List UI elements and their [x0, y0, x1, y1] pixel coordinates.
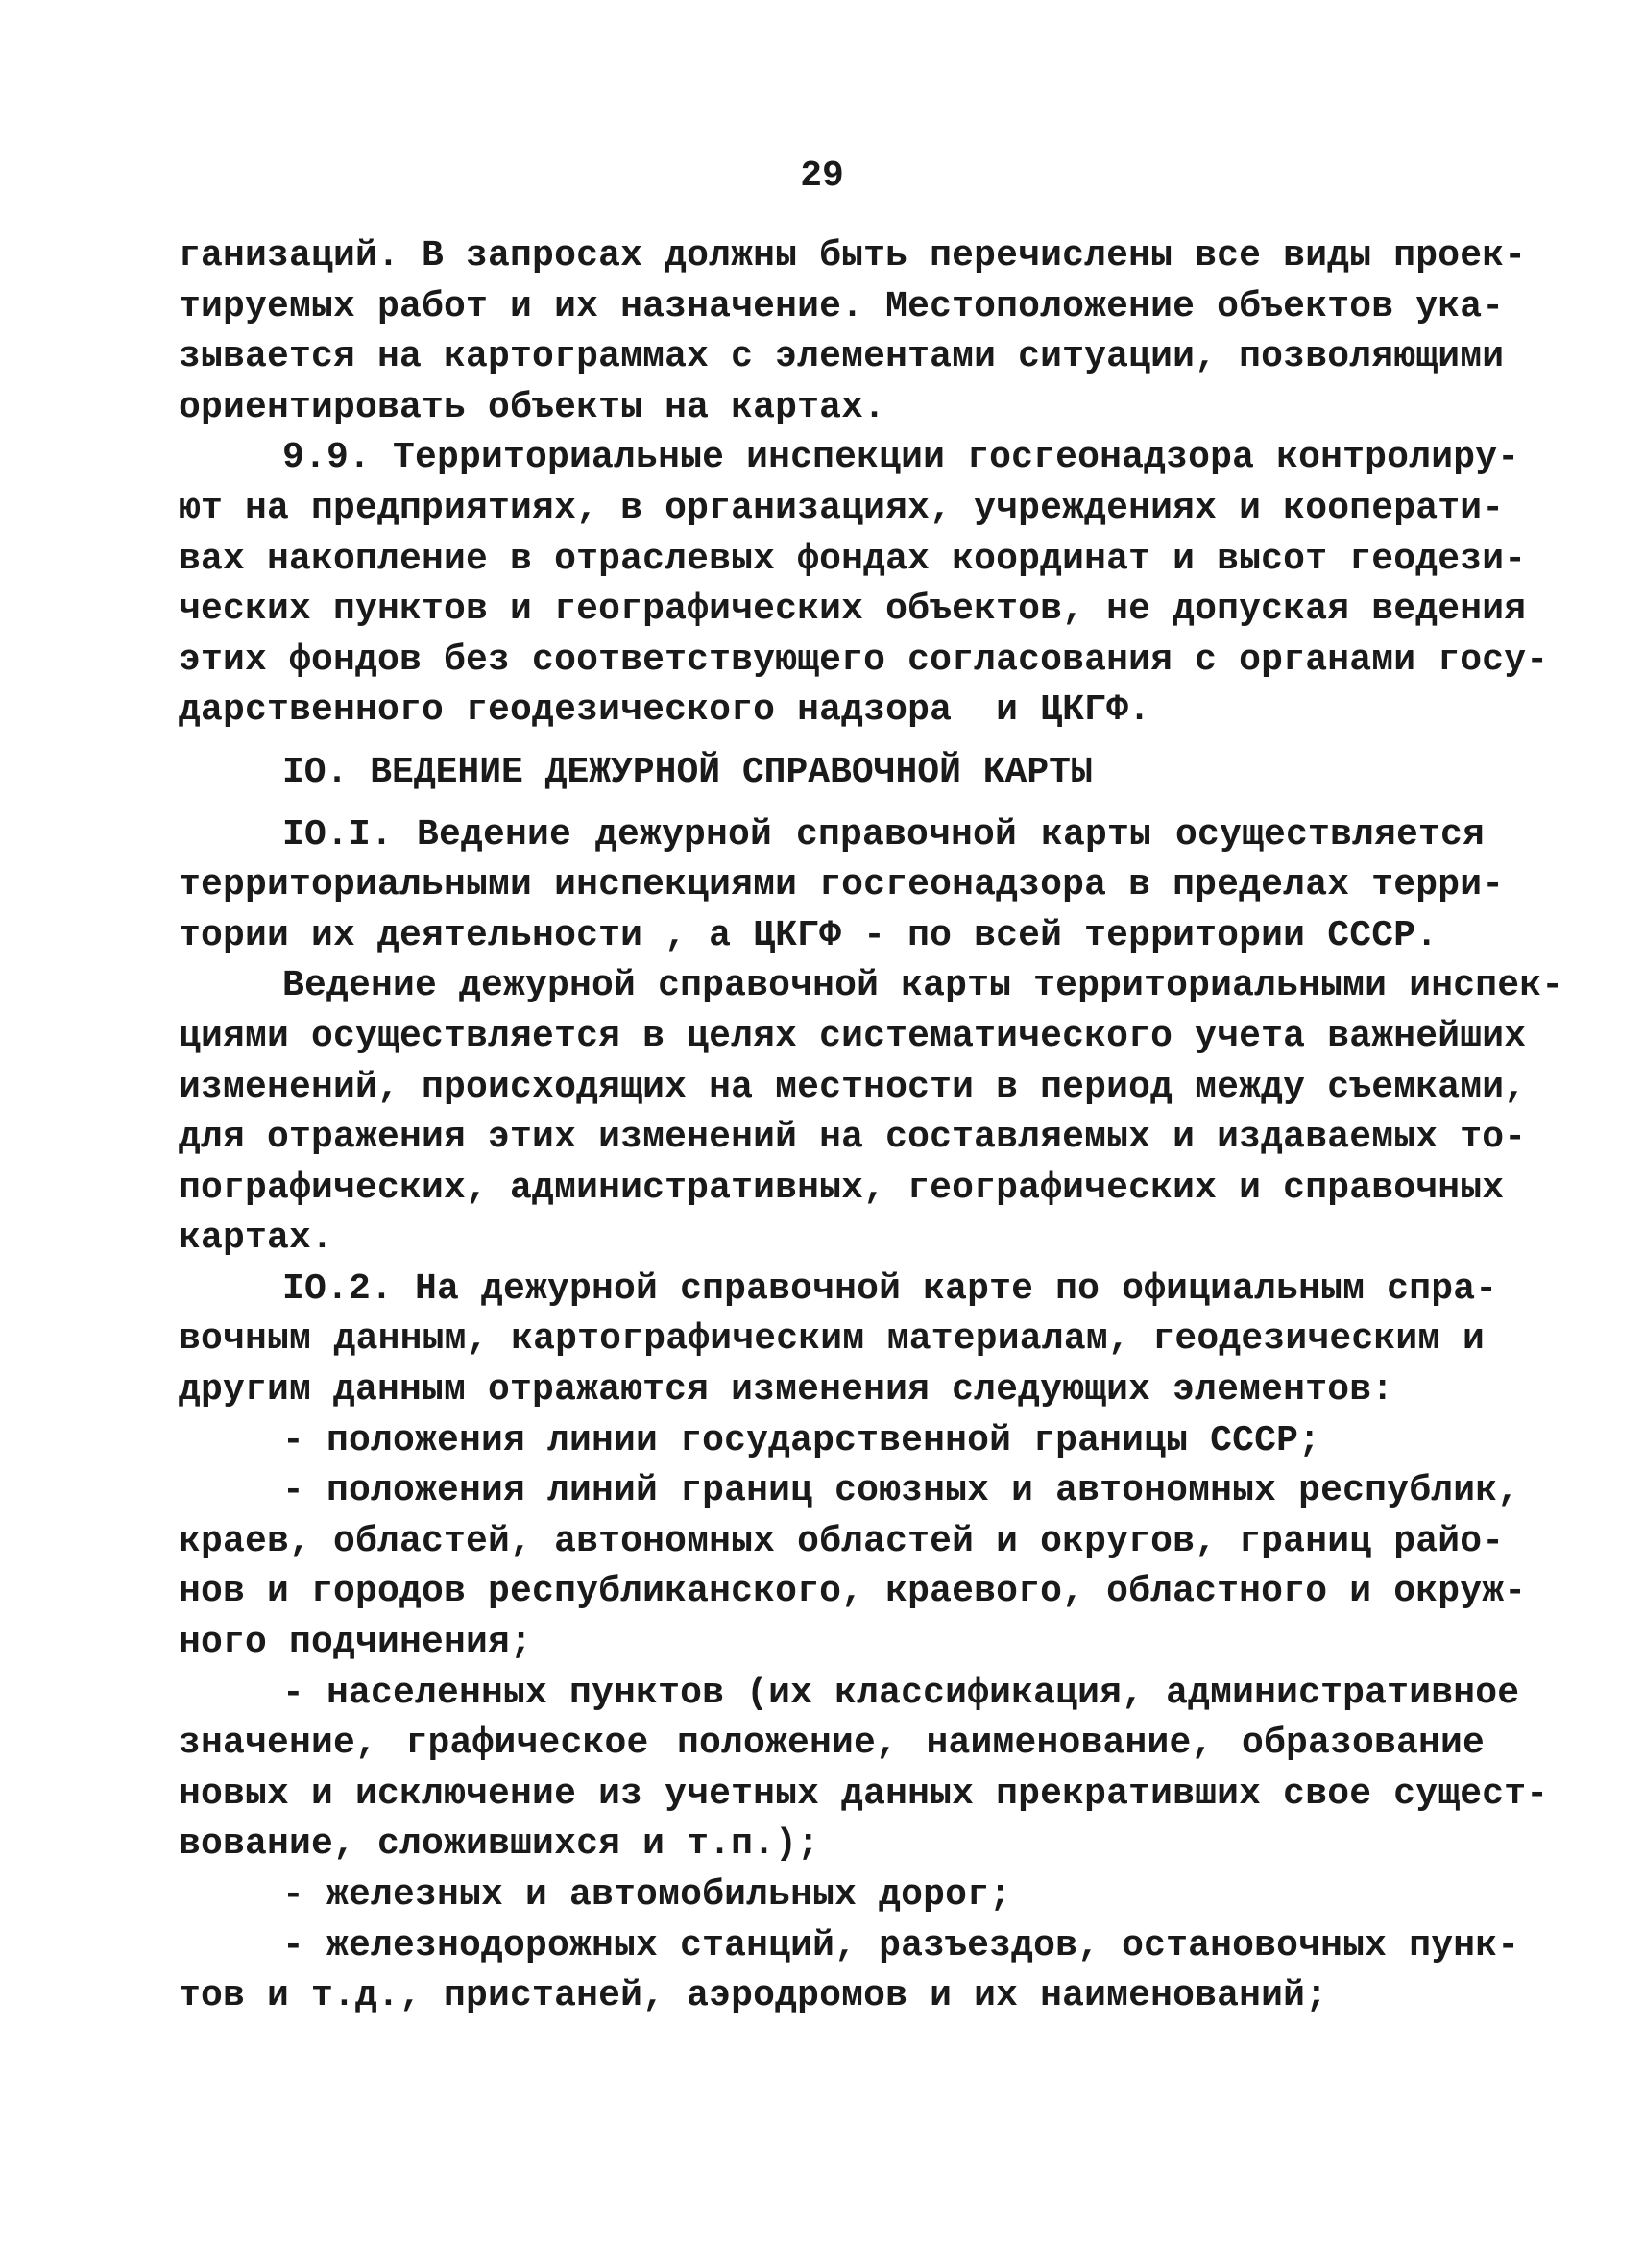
list-item-line: - железнодорожных станций, разъездов, остановочных пунк-	[282, 1924, 1520, 1966]
text-line: картах.	[179, 1218, 334, 1260]
paragraph-first-line: Ведение дежурной справочной карты территориальными инспек-	[282, 965, 1564, 1007]
text-line: циями осуществляется в целях систематического учета важнейших	[179, 1015, 1527, 1057]
page-number: 29	[800, 156, 844, 197]
paragraph-first-line: 9.9. Территориальные инспекции госгеонадзора контролиру-	[282, 437, 1520, 479]
text-line: этих фондов без соответствующего согласования с органами госу-	[179, 639, 1549, 681]
text-line: ориентировать объекты на картах.	[179, 386, 886, 428]
list-item-line: - положения линий границ союзных и автономных республик,	[282, 1470, 1520, 1512]
body-text	[179, 231, 1564, 2022]
text-line: вочным данным, картографическим материалам, геодезическим и	[179, 1318, 1485, 1361]
text-line: тов и т.д., пристаней, аэродромов и их наименований;	[179, 1975, 1328, 2017]
list-item-line: - железных и автомобильных дорог;	[282, 1874, 1012, 1916]
text-line: вах накопление в отраслевых фондах координат и высот геодези-	[179, 538, 1527, 580]
text-line: вование, сложившихся и т.п.);	[179, 1823, 820, 1866]
text-line: зывается на картограммах с элементами ситуации, позволяющими	[179, 336, 1505, 378]
text-line: краев, областей, автономных областей и округов, границ райо-	[179, 1520, 1505, 1562]
text-line: тируемых работ и их назначение. Местоположение объектов ука-	[179, 285, 1505, 327]
text-line: значение, графическое положение, наименование, образование	[179, 1723, 1485, 1765]
text-line: другим данным отражаются изменения следующих элементов:	[179, 1369, 1394, 1411]
text-line: пографических, административных, географических и справочных	[179, 1167, 1505, 1209]
text-line: нов и городов республиканского, краевого, областного и окруж-	[179, 1571, 1527, 1613]
paragraph-first-line: IO.I. Ведение дежурной справочной карты осуществляется	[282, 813, 1485, 856]
section-heading: IO. ВЕДЕНИЕ ДЕЖУРНОЙ СПРАВОЧНОЙ КАРТЫ	[282, 751, 1093, 793]
list-item-line: - положения линии государственной границы СССР;	[282, 1419, 1321, 1461]
section-spacer	[179, 799, 1485, 810]
text-line: изменений, происходящих на местности в период между съемками,	[179, 1066, 1527, 1108]
text-line: новых и исключение из учетных данных прекративших свое сущест-	[179, 1773, 1549, 1815]
text-line: тории их деятельности , а ЦКГФ - по всей территории СССР.	[179, 914, 1438, 956]
text-line: ют на предприятиях, в организациях, учреждениях и кооперати-	[179, 487, 1505, 529]
text-line: для отражения этих изменений на составляемых и издаваемых то-	[179, 1117, 1527, 1159]
text-line: ганизаций. В запросах должны быть перечислены все виды проек-	[179, 235, 1527, 277]
paragraph-first-line: IO.2. На дежурной справочной карте по официальным спра-	[282, 1267, 1498, 1310]
text-line: дарственного геодезического надзора и ЦКГФ.	[179, 689, 1151, 732]
section-spacer	[179, 736, 1485, 748]
text-line: территориальными инспекциями госгеонадзора в пределах терри-	[179, 864, 1505, 906]
text-line: ческих пунктов и географических объектов, не допуская ведения	[179, 589, 1527, 631]
text-line: ного подчинения;	[179, 1622, 533, 1664]
list-item-line: - населенных пунктов (их классификация, административное	[282, 1672, 1520, 1714]
